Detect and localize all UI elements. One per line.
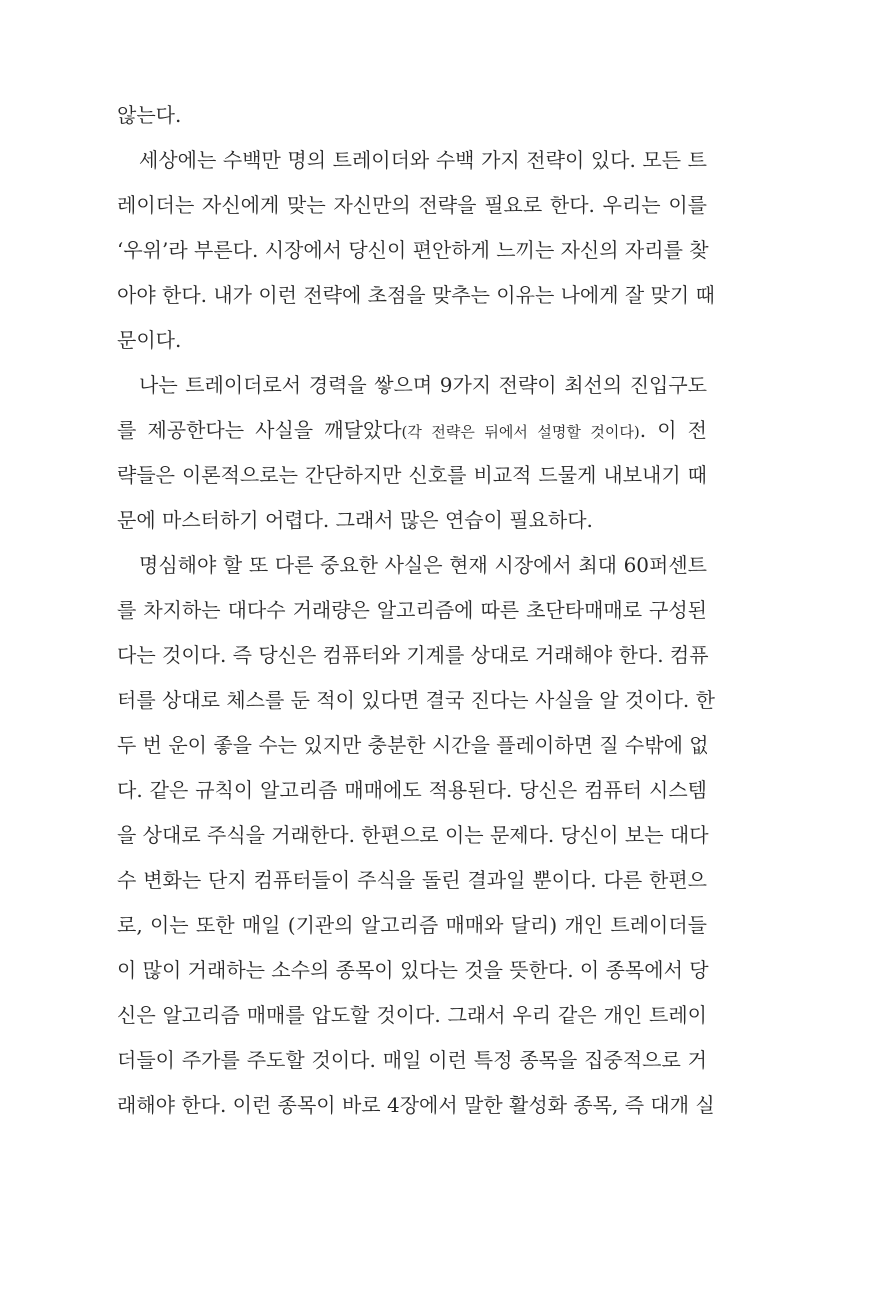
text-segment: 를 제공한다는 사실을 깨달았다 bbox=[117, 418, 402, 442]
body-text bbox=[117, 93, 715, 1128]
text-line: 문에 마스터하기 어렵다. 그래서 많은 연습이 필요하다. bbox=[117, 508, 593, 532]
text-line: 문이다. bbox=[117, 328, 182, 352]
parenthetical-note: (각 전략은 뒤에서 설명할 것이다) bbox=[401, 423, 640, 441]
text-line bbox=[117, 408, 707, 453]
text-line: 래해야 한다. 이런 종목이 바로 4장에서 말한 활성화 종목, 즉 대개 실 bbox=[117, 1093, 715, 1117]
text-line: 더들이 주가를 주도할 것이다. 매일 이런 특정 종목을 집중적으로 거 bbox=[117, 1048, 707, 1072]
text-line: 않는다. bbox=[117, 103, 182, 127]
text-line: 략들은 이론적으로는 간단하지만 신호를 비교적 드물게 내보내기 때 bbox=[117, 463, 707, 487]
text-line: 신은 알고리즘 매매를 압도할 것이다. 그래서 우리 같은 개인 트레이 bbox=[117, 1003, 707, 1027]
text-line: 터를 상대로 체스를 둔 적이 있다면 결국 진다는 사실을 알 것이다. 한 bbox=[117, 688, 715, 712]
text-segment: . 이 전 bbox=[639, 418, 707, 442]
text-line: 나는 트레이더로서 경력을 쌓으며 9가지 전략이 최선의 진입구도 bbox=[139, 373, 707, 397]
text-line: ‘우위’라 부른다. 시장에서 당신이 편안하게 느끼는 자신의 자리를 찾 bbox=[117, 238, 709, 262]
text-line: 세상에는 수백만 명의 트레이더와 수백 가지 전략이 있다. 모든 트 bbox=[139, 148, 707, 172]
text-line: 레이더는 자신에게 맞는 자신만의 전략을 필요로 한다. 우리는 이를 bbox=[117, 193, 707, 217]
text-line: 수 변화는 단지 컴퓨터들이 주식을 돌린 결과일 뿐이다. 다른 한편으 bbox=[117, 868, 707, 892]
text-line: 다는 것이다. 즉 당신은 컴퓨터와 기계를 상대로 거래해야 한다. 컴퓨 bbox=[117, 643, 709, 667]
text-line: 을 상대로 주식을 거래한다. 한편으로 이는 문제다. 당신이 보는 대다 bbox=[117, 823, 709, 847]
text-line: 명심해야 할 또 다른 중요한 사실은 현재 시장에서 최대 60퍼센트 bbox=[139, 553, 707, 577]
text-line: 다. 같은 규칙이 알고리즘 매매에도 적용된다. 당신은 컴퓨터 시스템 bbox=[117, 778, 707, 802]
text-line: 이 많이 거래하는 소수의 종목이 있다는 것을 뜻한다. 이 종목에서 당 bbox=[117, 958, 709, 982]
text-line: 두 번 운이 좋을 수는 있지만 충분한 시간을 플레이하면 질 수밖에 없 bbox=[117, 733, 709, 757]
text-line: 로, 이는 또한 매일 (기관의 알고리즘 매매와 달리) 개인 트레이더들 bbox=[117, 913, 707, 937]
text-line: 아야 한다. 내가 이런 전략에 초점을 맞추는 이유는 나에게 잘 맞기 때 bbox=[117, 283, 715, 307]
text-line: 를 차지하는 대다수 거래량은 알고리즘에 따른 초단타매매로 구성된 bbox=[117, 598, 707, 622]
